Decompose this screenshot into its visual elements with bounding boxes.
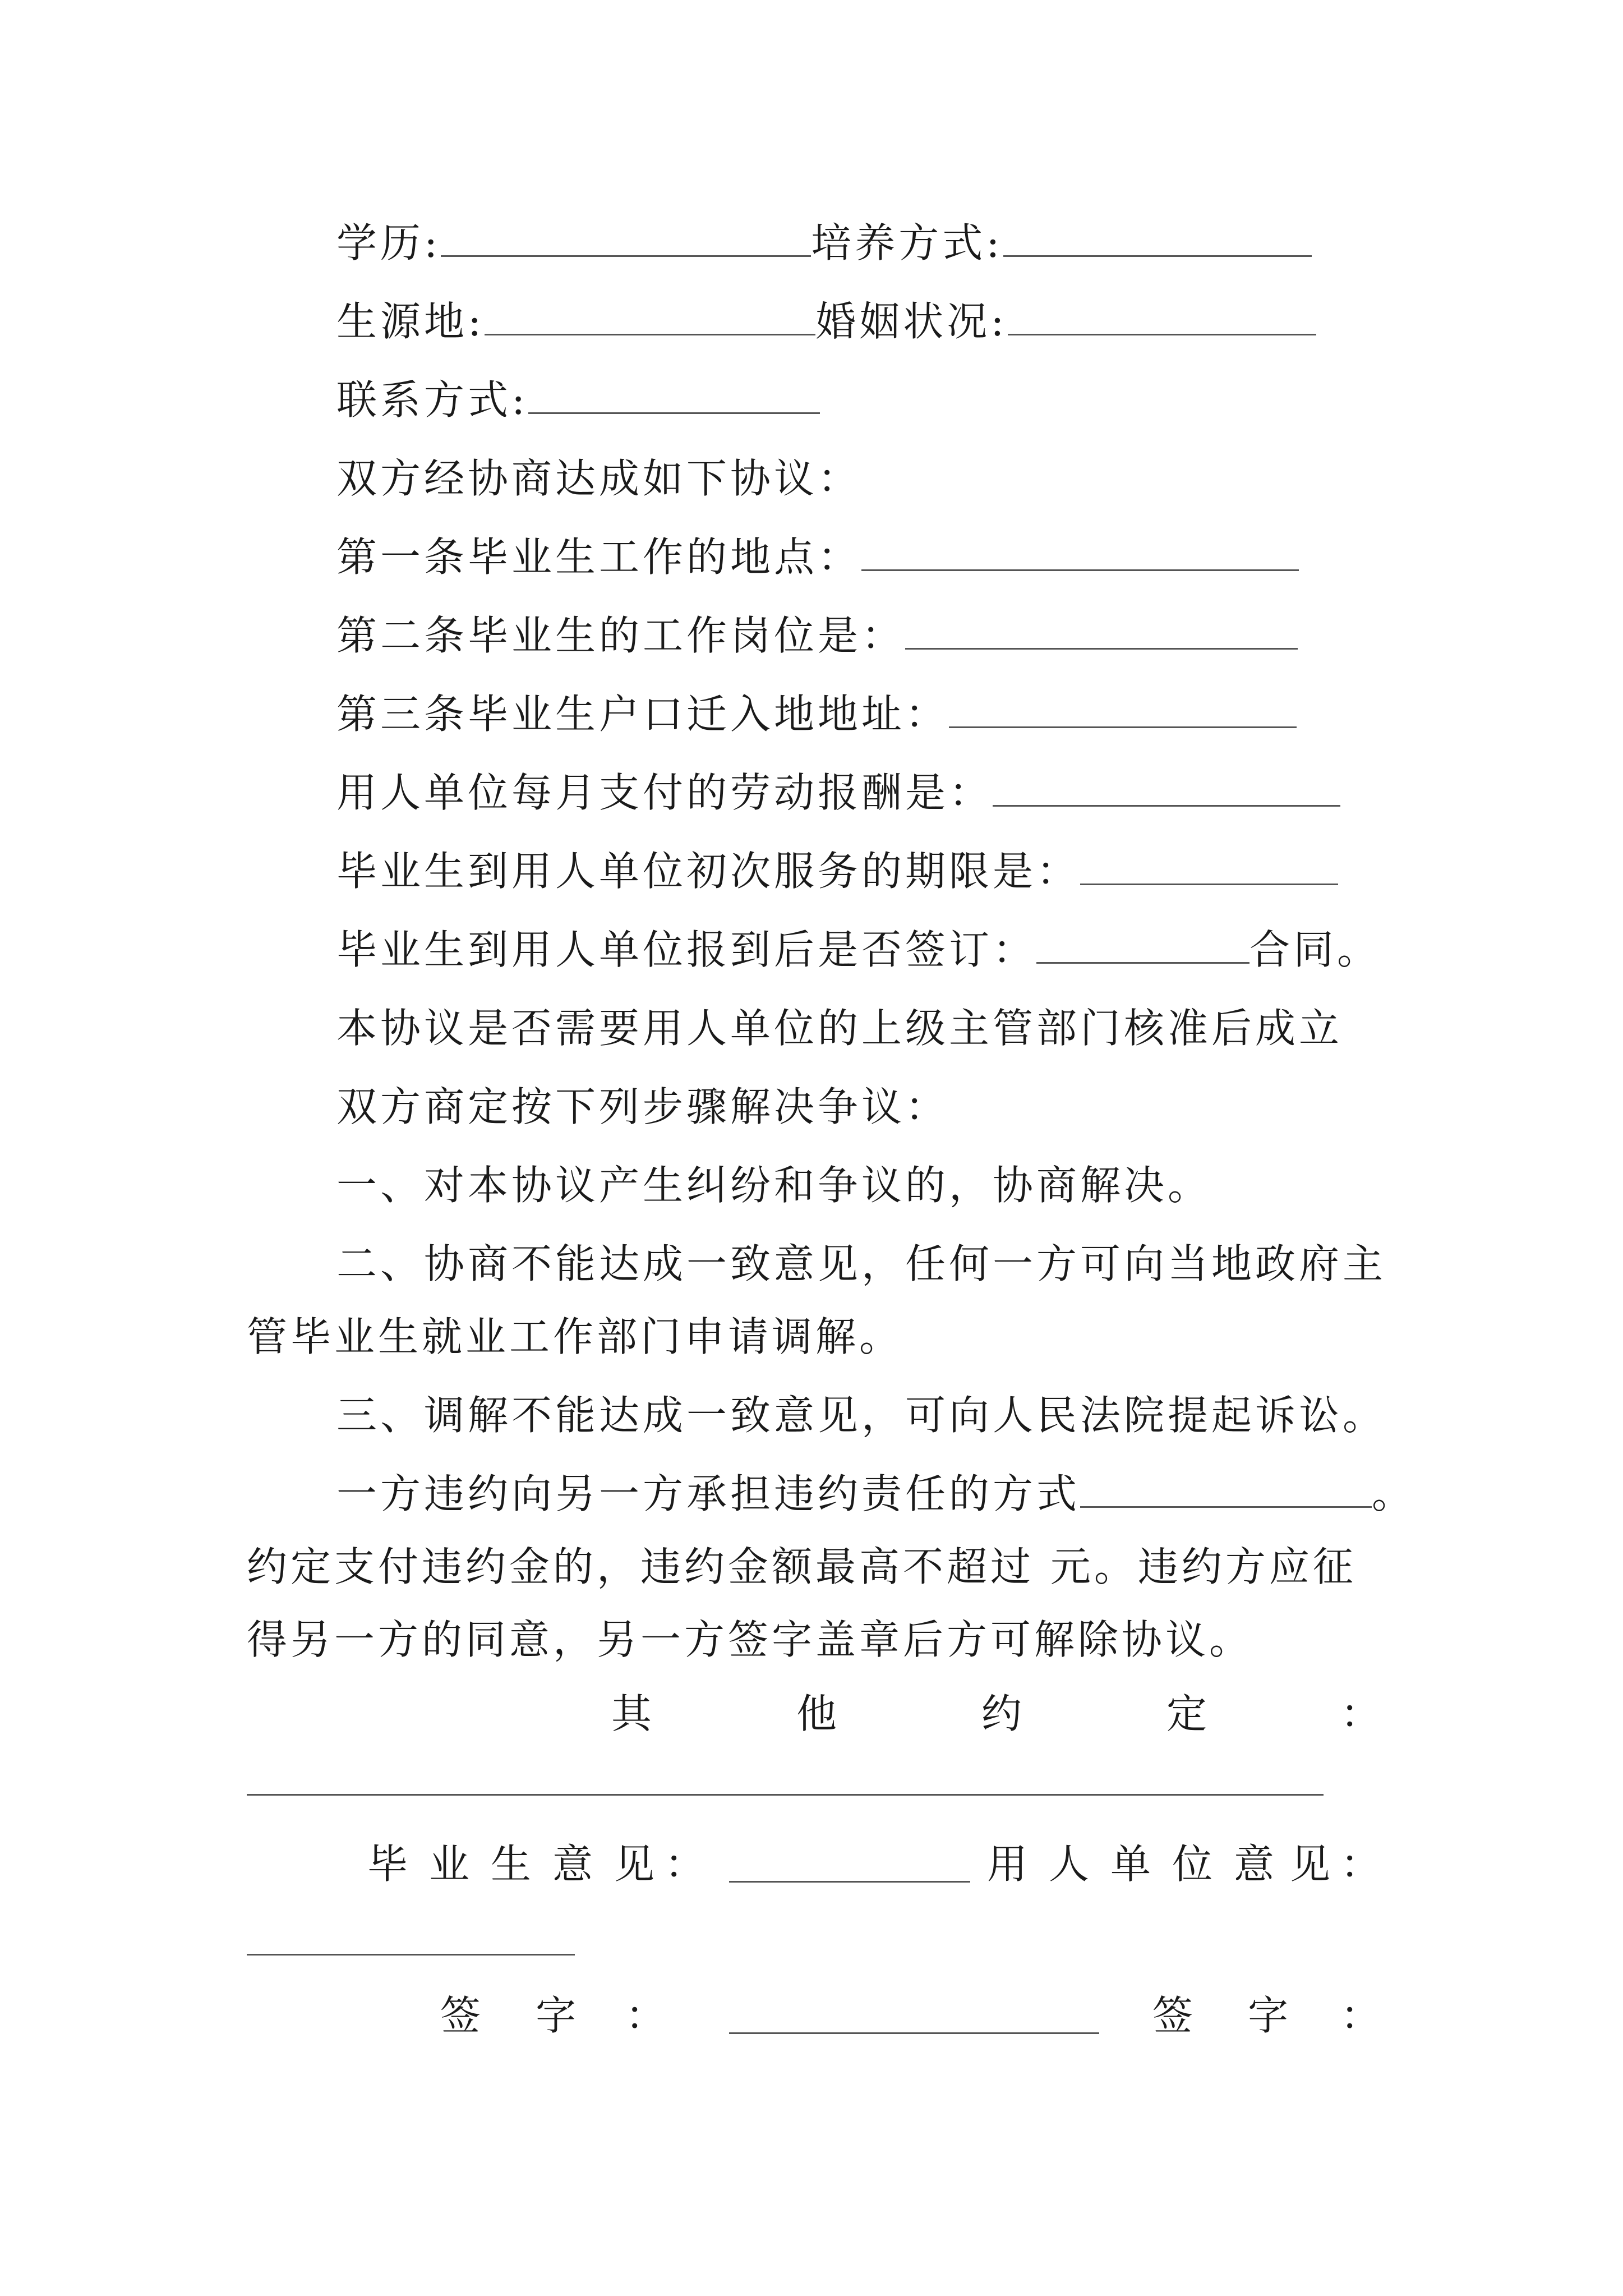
signature-right-char-2: 字 xyxy=(1248,1992,1289,2039)
other-terms-colon: ： xyxy=(1340,1690,1381,1737)
employer-opinion-char-5: 意 xyxy=(1234,1841,1275,1888)
employer-opinion-char-3: 单 xyxy=(1110,1841,1151,1888)
employer-opinion-char-1: 用 xyxy=(987,1841,1028,1888)
signature-left-colon: ： xyxy=(625,1992,666,2039)
salary-text: 用人单位每月支付的劳动报酬是： xyxy=(336,769,993,816)
other-terms-blank xyxy=(247,1794,1324,1796)
graduate-opinion-char-2: 业 xyxy=(429,1841,470,1888)
graduate-opinion-char-6: ： xyxy=(665,1841,706,1888)
breach-row-2 xyxy=(247,1536,1357,1598)
training-label: 培养方式: xyxy=(811,219,1003,266)
marital-blank xyxy=(1008,298,1316,335)
education-blank xyxy=(441,219,811,257)
agreement-intro xyxy=(336,448,861,509)
dispute-intro xyxy=(336,1076,949,1138)
employer-opinion-char-2: 人 xyxy=(1049,1841,1090,1888)
graduate-opinion-char-1: 毕 xyxy=(367,1841,408,1888)
contact-label: 联系方式: xyxy=(336,376,529,424)
training-blank xyxy=(1003,219,1312,257)
article-1-blank xyxy=(861,533,1299,571)
dispute-step-2a xyxy=(336,1233,1386,1295)
graduate-opinion-char-3: 生 xyxy=(491,1841,532,1888)
employer-opinion-char-6: 见 xyxy=(1290,1841,1331,1888)
dispute-step-2b-text: 管毕业生就业工作部门申请调解。 xyxy=(247,1313,903,1360)
signature-right-char-1: 签 xyxy=(1152,1992,1193,2039)
approval-text: 本协议是否需要用人单位的上级主管部门核准后成立 xyxy=(336,1005,1343,1052)
dispute-step-2b xyxy=(247,1306,903,1368)
agreement-intro-text: 双方经协商达成如下协议： xyxy=(336,455,862,502)
term-text: 毕业生到用人单位初次服务的期限是： xyxy=(336,848,1081,895)
breach-prefix: 一方违约向另一方承担违约责任的方式 xyxy=(336,1470,1081,1517)
dispute-step-1-text: 一、对本协议产生纠纷和争议的，协商解决。 xyxy=(336,1162,1212,1209)
contract-row xyxy=(336,919,1381,981)
graduate-opinion-blank xyxy=(729,1881,970,1883)
article-1-text: 第一条毕业生工作的地点： xyxy=(336,533,862,581)
origin-blank xyxy=(485,298,815,335)
dispute-step-3-text: 三、调解不能达成一致意见，可向人民法院提起诉讼。 xyxy=(336,1392,1387,1439)
dispute-intro-text: 双方商定按下列步骤解决争议： xyxy=(336,1083,949,1130)
salary-row xyxy=(336,762,1340,823)
article-2-blank xyxy=(905,612,1298,650)
article-1 xyxy=(336,526,1299,588)
breach-line-3-text: 得另一方的同意，另一方签字盖章后方可解除协议。 xyxy=(247,1616,1253,1663)
other-terms-c4: 定 xyxy=(1166,1690,1207,1737)
education-row xyxy=(336,212,1312,274)
education-label: 学历: xyxy=(336,219,441,266)
article-2 xyxy=(336,605,1298,666)
contact-blank xyxy=(528,376,820,414)
dispute-step-3 xyxy=(336,1384,1386,1446)
article-3-text: 第三条毕业生户口迁入地地址： xyxy=(336,691,949,738)
dispute-step-1 xyxy=(336,1154,1211,1216)
employer-opinion-char-4: 位 xyxy=(1172,1841,1213,1888)
signature-right-colon: ： xyxy=(1340,1992,1381,2039)
article-2-text: 第二条毕业生的工作岗位是： xyxy=(336,612,906,659)
signature-left-char-2: 字 xyxy=(536,1992,577,2039)
article-3 xyxy=(336,683,1297,745)
origin-label: 生源地: xyxy=(336,298,485,345)
contact-row xyxy=(336,369,820,431)
other-terms-c3: 约 xyxy=(981,1690,1022,1737)
contract-suffix: 合同。 xyxy=(1249,926,1381,973)
signature-left-blank xyxy=(729,2032,1099,2034)
term-row xyxy=(336,840,1338,902)
marital-label: 婚姻状况: xyxy=(815,298,1008,345)
dispute-step-2a-text: 二、协商不能达成一致意见，任何一方可向当地政府主 xyxy=(336,1240,1387,1287)
signature-left-char-1: 签 xyxy=(440,1992,481,2039)
graduate-opinion-char-4: 意 xyxy=(552,1841,593,1888)
breach-line-2-text: 约定支付违约金的，违约金额最高不超过 元。违约方应征 xyxy=(247,1543,1357,1590)
contract-blank xyxy=(1036,926,1249,964)
approval-row xyxy=(336,997,1343,1059)
contract-prefix: 毕业生到用人单位报到后是否签订： xyxy=(336,926,1037,973)
article-3-blank xyxy=(949,691,1297,728)
employer-opinion-blank xyxy=(247,1954,575,1955)
breach-blank xyxy=(1080,1470,1372,1508)
breach-row xyxy=(336,1463,1415,1525)
employer-opinion-char-7: ： xyxy=(1340,1841,1381,1888)
term-blank xyxy=(1080,848,1338,885)
other-terms-c2: 他 xyxy=(796,1690,837,1737)
breach-suffix: 。 xyxy=(1372,1470,1416,1517)
salary-blank xyxy=(993,769,1340,807)
origin-row xyxy=(336,291,1316,352)
graduate-opinion-char-5: 见 xyxy=(614,1841,655,1888)
other-terms-c1: 其 xyxy=(611,1690,652,1737)
breach-row-3 xyxy=(247,1609,1253,1671)
